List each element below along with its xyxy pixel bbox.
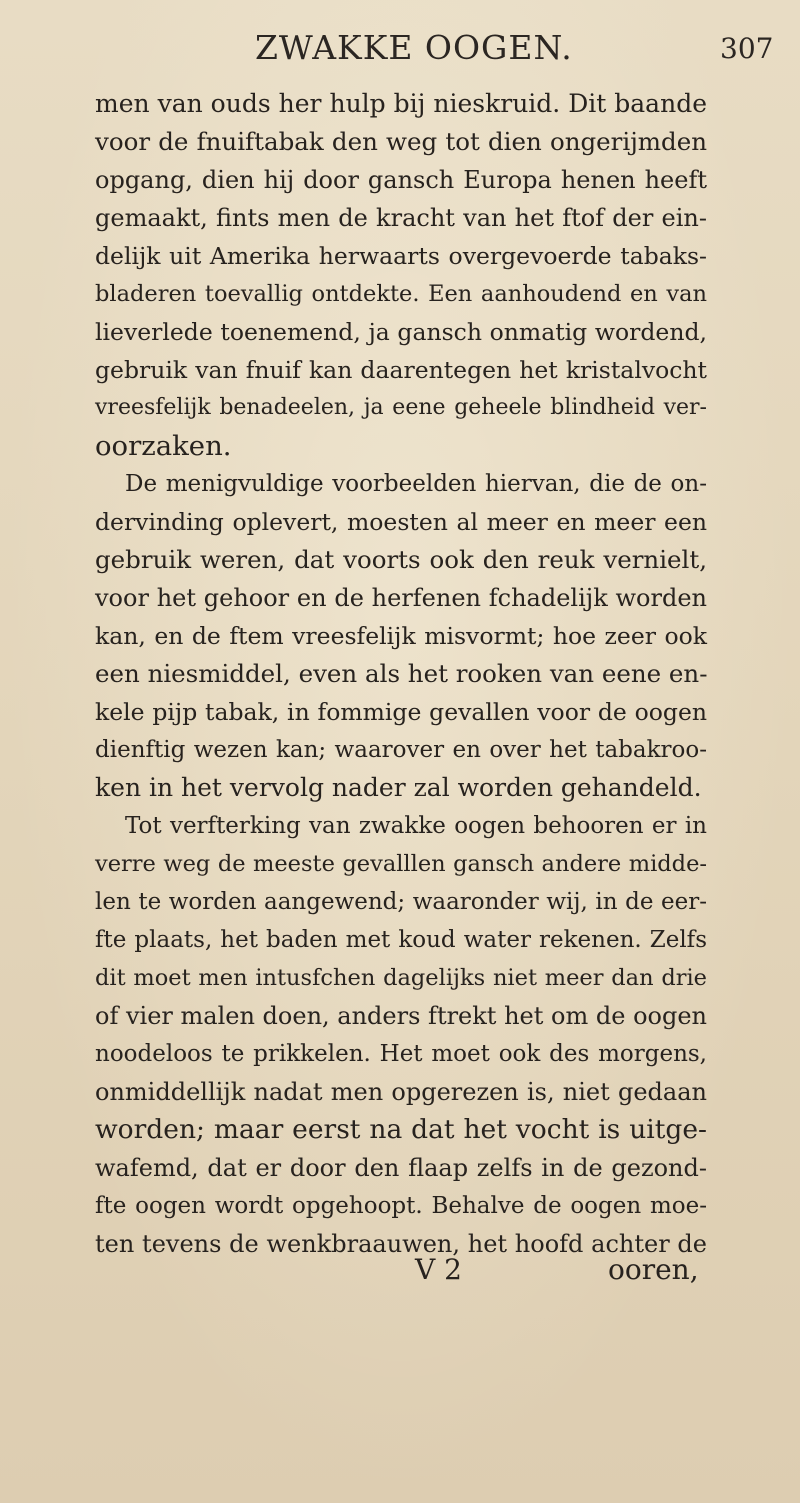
text-line: kele pijp tabak, in fommige gevallen voor de oogen — [95, 698, 707, 726]
text-line: oorzaken. — [95, 430, 232, 462]
text-line: kan, en de ftem vreesfelijk misvormt; hoe zeer ook — [95, 622, 707, 650]
text-line: dit moet men intusfchen dagelijks niet meer dan drie — [95, 965, 707, 991]
text-line: wafemd, dat er door den flaap zelfs in de gezond- — [95, 1154, 707, 1182]
text-line: men van ouds her hulp bij nieskruid. Dit baande — [95, 89, 707, 118]
text-line: een niesmiddel, even als het rooken van eene en- — [95, 659, 708, 688]
catchword: ooren, — [608, 1253, 699, 1286]
signature-mark: V 2 — [415, 1253, 462, 1286]
text-line: voor het gehoor en de herfenen fchadelijk worden — [95, 584, 707, 612]
text-line: vreesfelijk benadeelen, ja eene geheele blindheid ver- — [95, 395, 707, 420]
text-line: dervinding oplevert, moesten al meer en meer een — [95, 508, 707, 536]
text-line: delijk uit Amerika herwaarts overgevoerde tabaks- — [95, 242, 707, 270]
text-line: len te worden aangewend; waaronder wij, in de eer- — [95, 889, 707, 915]
text-line: gemaakt, fints men de kracht van het ftof der ein- — [95, 204, 707, 232]
page-header — [0, 28, 800, 72]
running-head: ZWAKKE OOGEN. — [255, 28, 573, 67]
text-line: fte plaats, het baden met koud water rekenen. Zelfs — [95, 927, 707, 953]
text-line: gebruik van fnuif kan daarentegen het kristalvocht — [95, 356, 707, 384]
text-line: onmiddellijk nadat men opgerezen is, niet gedaan — [95, 1078, 707, 1106]
text-line: voor de fnuiftabak den weg tot dien ongerijmden — [95, 127, 707, 156]
text-line: dienftig wezen kan; waarover en over het tabakroo- — [95, 737, 707, 763]
paragraph-start-line: De menigvuldige voorbeelden hiervan, die de on- — [125, 471, 707, 497]
body-text — [95, 85, 707, 1263]
text-line: of vier malen doen, anders ftrekt het om de oogen — [95, 1002, 707, 1030]
text-line: fte oogen wordt opgehoopt. Behalve de oogen moe- — [95, 1193, 707, 1219]
paragraph-start-line: Tot verfterking van zwakke oogen behooren er in — [125, 813, 707, 839]
text-line: noodeloos te prikkelen. Het moet ook des morgens, — [95, 1041, 707, 1067]
text-line: worden; maar eerst na dat het vocht is uitge- — [95, 1114, 707, 1145]
text-line: gebruik weren, dat voorts ook den reuk vernielt, — [95, 545, 707, 574]
text-line: opgang, dien hij door gansch Europa henen heeft — [95, 166, 707, 194]
text-line: lieverlede toenemend, ja gansch onmatig wordend, — [95, 318, 707, 346]
page-number: 307 — [720, 32, 774, 65]
text-line: bladeren toevallig ontdekte. Een aanhoudend en van — [95, 281, 707, 307]
text-line: ken in het vervolg nader zal worden gehandeld. — [95, 773, 702, 802]
text-line: verre weg de meeste gevalllen gansch andere midde- — [95, 851, 707, 877]
page-footer — [0, 1253, 800, 1293]
text-line: ten tevens de wenkbraauwen, het hoofd achter de — [95, 1230, 707, 1258]
